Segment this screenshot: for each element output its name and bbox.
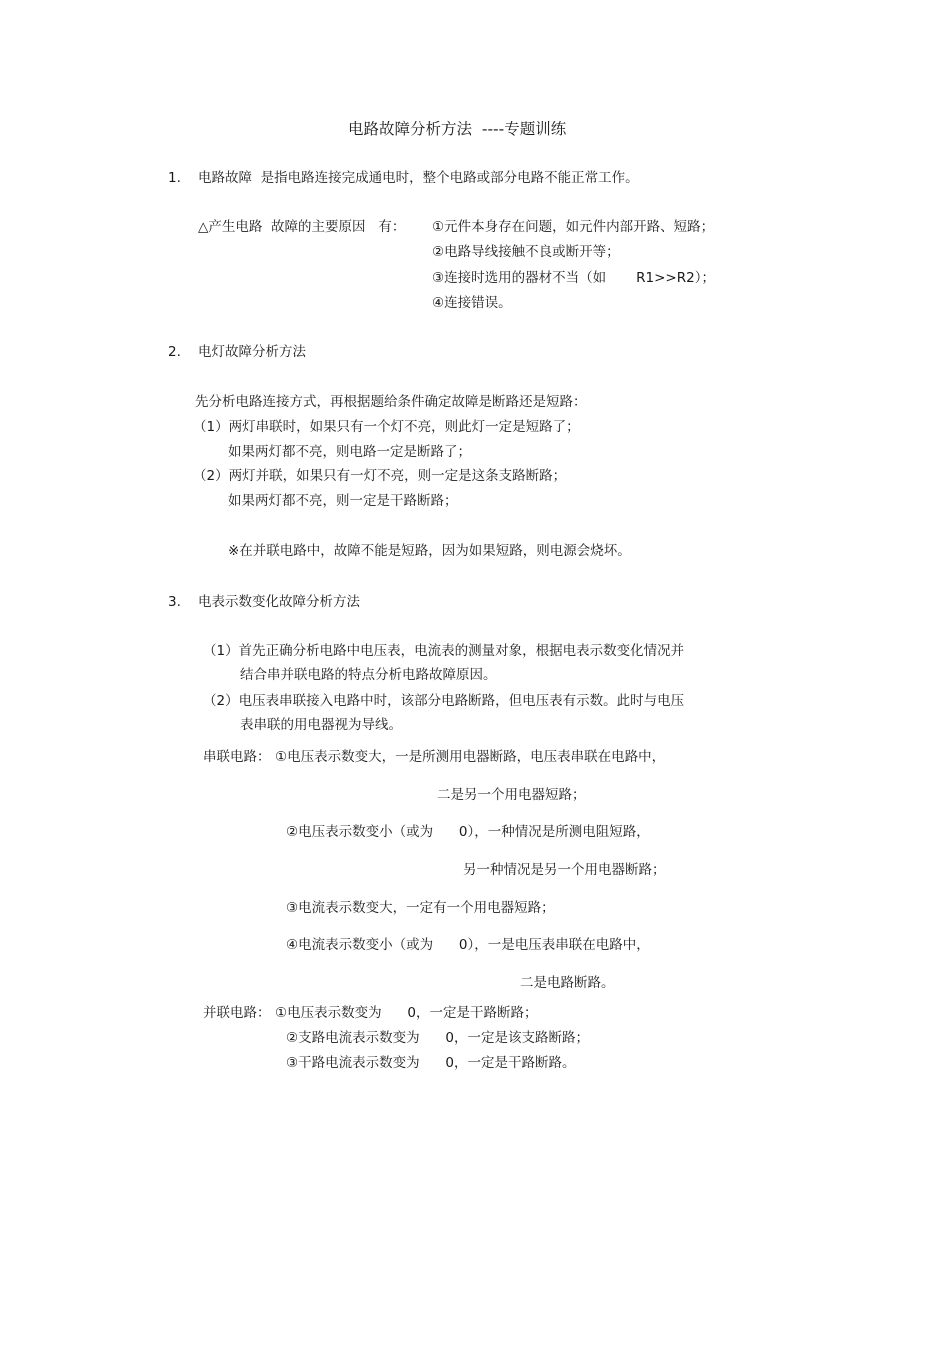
lamp-rule: 如果两灯都不亮，则电路一定是断路了；	[228, 444, 471, 460]
cause-item: ④连接错误。	[432, 295, 512, 311]
lamp-rule: （2）两灯并联，如果只有一灯不亮，则一定是这条支路断路；	[193, 468, 567, 484]
parallel-note: ※在并联电路中，故障不能是短路，因为如果短路，则电源会烧坏。	[228, 543, 631, 559]
cause-item: ①元件本身存在问题，如元件内部开路、短路；	[432, 219, 715, 235]
section-1-number: 1.	[168, 170, 181, 186]
page-title: 电路故障分析方法 ----专题训练	[348, 120, 567, 138]
section-2-intro: 先分析电路连接方式，再根据题给条件确定故障是断路还是短路：	[195, 394, 587, 410]
series-rule: 二是另一个用电器短路；	[437, 787, 586, 803]
method-paragraph-1: （1）首先正确分析电路中电压表，电流表的测量对象，根据电表示数变化情况并	[203, 643, 685, 659]
series-rule: ②电压表示数变小（或为 0），一种情况是所测电阻短路，	[286, 824, 650, 840]
method-paragraph-2-cont: 表串联的用电器视为导线。	[240, 717, 402, 733]
series-rule: ④电流表示数变小（或为 0），一是电压表串联在电路中，	[286, 937, 650, 953]
parallel-rule: ①电压表示数变为 0，一定是干路断路；	[275, 1005, 538, 1021]
series-rule: 另一种情况是另一个用电器断路；	[463, 862, 666, 878]
cause-item: ③连接时选用的器材不当（如 R1>>R2）；	[432, 270, 715, 286]
parallel-rule: ②支路电流表示数变为 0，一定是该支路断路；	[286, 1030, 589, 1046]
series-rule: ③电流表示数变大，一定有一个用电器短路；	[286, 900, 555, 916]
section-3-heading: 电表示数变化故障分析方法	[198, 594, 360, 610]
cause-item: ②电路导线接触不良或断开等；	[432, 244, 620, 260]
section-2-heading: 电灯故障分析方法	[198, 344, 306, 360]
series-rule: 二是电路断路。	[520, 975, 615, 991]
method-paragraph-2: （2）电压表串联接入电路中时，该部分电路断路，但电压表有示数。此时与电压	[203, 693, 685, 709]
lamp-rule: 如果两灯都不亮，则一定是干路断路；	[228, 493, 458, 509]
section-1-definition: 电路故障 是指电路连接完成通电时，整个电路或部分电路不能正常工作。	[198, 170, 639, 186]
causes-lead: △产生电路 故障的主要原因 有：	[198, 219, 406, 235]
method-paragraph-1-cont: 结合串并联电路的特点分析电路故障原因。	[240, 667, 497, 683]
parallel-rule: ③干路电流表示数变为 0，一定是干路断路。	[286, 1055, 576, 1071]
series-rule: ①电压表示数变大，一是所测用电器断路，电压表串联在电路中，	[275, 749, 666, 765]
section-3-number: 3.	[168, 594, 181, 610]
parallel-label: 并联电路：	[203, 1005, 271, 1021]
series-label: 串联电路：	[203, 749, 271, 765]
section-2-number: 2.	[168, 344, 181, 360]
lamp-rule: （1）两灯串联时，如果只有一个灯不亮，则此灯一定是短路了；	[193, 419, 580, 435]
